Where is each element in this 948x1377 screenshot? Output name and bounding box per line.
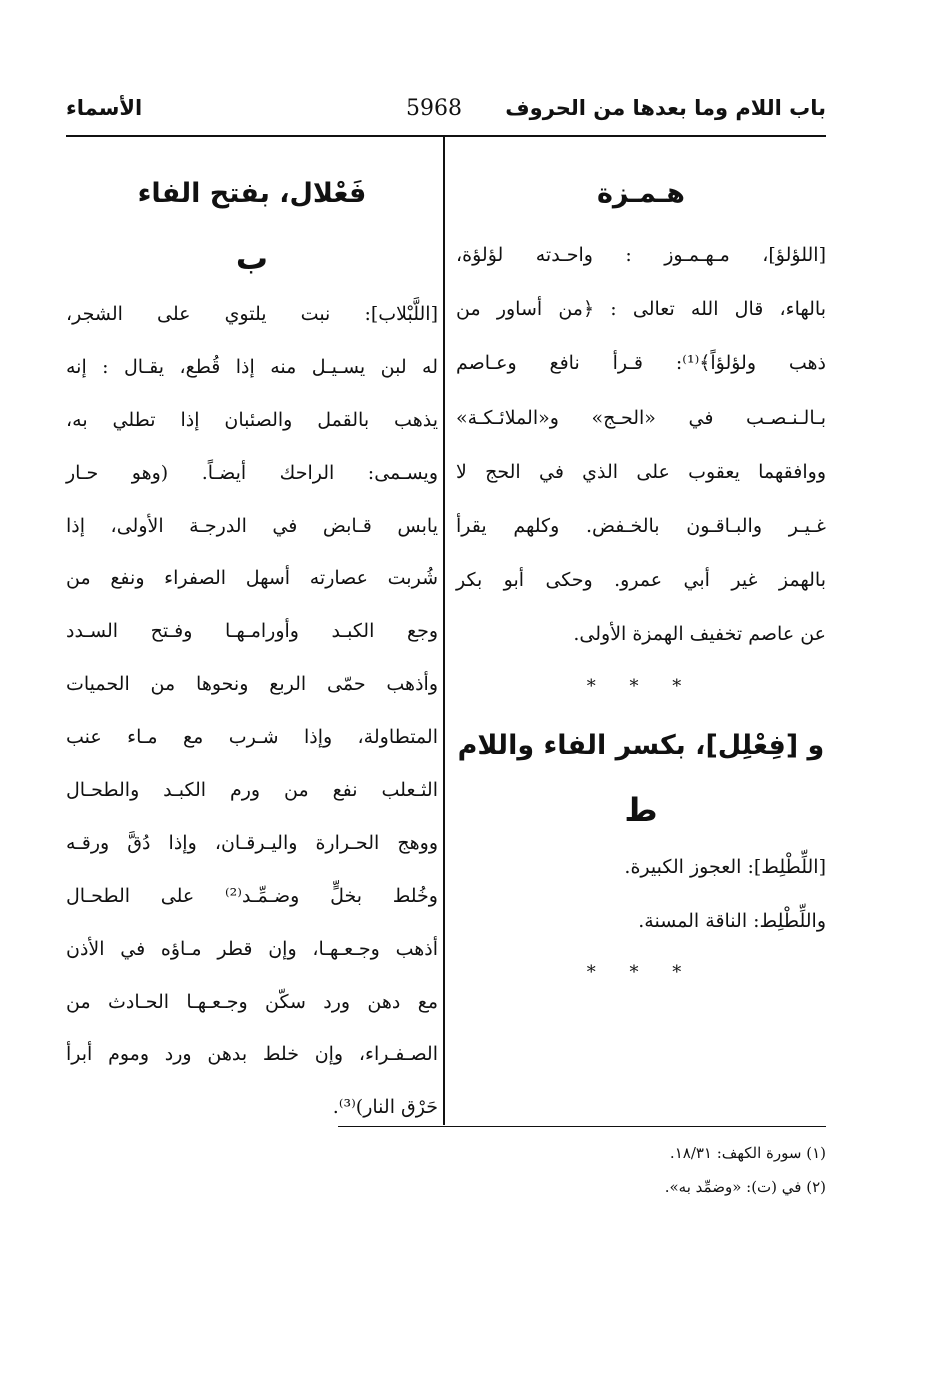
right-column [456, 160, 826, 998]
text-line: عن عاصم تخفيف الهمزة الأولى. [573, 623, 826, 646]
section-separator: * * * [586, 675, 696, 697]
text-line: [اللَّبْلاب]: نبت يلتوي على الشجر، [66, 303, 438, 325]
letter-heading-ta: ط [624, 790, 658, 829]
text-line: غـيـر والبـاقـون بالخـفض. وكلهم يقرأ [456, 514, 826, 537]
right-heading-hamza: هـمـزة [596, 178, 685, 209]
text-line: يابس قـابض في الدرجـة الأولى، إذا [66, 514, 438, 537]
text-line: ووافقهما يعقوب على الذي في الحج لا [456, 460, 826, 483]
header-rule [66, 135, 826, 137]
right-heading-filil: و [فِعْلِل]، بكسر الفاء واللام [457, 729, 825, 761]
left-column [66, 160, 438, 1134]
text-line: الصـفـراء، وإن خلط بدهن ورد وموم أبرأ [66, 1043, 438, 1066]
text-line: حَرْق النار)⁽³⁾. [332, 1096, 438, 1119]
text-line: الثـعلب نفع من ورم الكبـد والطحـال [66, 779, 438, 802]
text-line: ذهب ولؤلؤاً﴾⁽¹⁾: قـرأ نافع وعـاصم [456, 352, 827, 375]
text-line: يذهب بالقمل والصئبان إذا تطلي به، [66, 408, 438, 431]
text-line: بالهاء، قال الله تعالى : ﴿من أساور من [456, 298, 826, 321]
text-line: بـالـنـصـب في «الحـج» و«الملائـكـة» [456, 406, 826, 429]
page-header [66, 96, 826, 132]
page-number: 5968 [406, 96, 462, 121]
text-line: واللِّطْلِط: الناقة المسنة. [638, 909, 826, 932]
letter-heading-ba: ب [235, 239, 269, 277]
text-line: وأذهب حمّى الربع ونحوها من الحميات [66, 673, 438, 696]
left-entry-lablab [66, 288, 438, 1134]
left-heading-falal: فَعْلال، بفتح الفاء [137, 178, 367, 209]
text-line: [اللؤلؤ]، مـهـمـوز : واحـدته لؤلؤة، [456, 244, 826, 266]
text-line: وخُلط بخلٍّ وضـمِّـد⁽²⁾ على الطحـال [66, 884, 438, 907]
right-entry-litlit [456, 840, 826, 948]
chapter-title: باب اللام وما بعدها من الحروف [505, 96, 826, 120]
text-line: [اللِّطْلِط]: العجوز الكبيرة. [624, 855, 826, 878]
text-line: أذهب وجـعـهـا، وإن قطر مـاؤه في الأذن [66, 937, 438, 960]
section-separator: * * * [586, 961, 696, 983]
text-line: المتطاولة، وإذا شـرب مع مـاء عنب [66, 726, 438, 749]
right-entry-lulu [456, 228, 826, 662]
footnotes [406, 1136, 826, 1204]
column-divider [443, 137, 445, 1125]
text-line: له لبن يسـيـل منه إذا قُطع، يقـال : إنه [66, 355, 438, 378]
text-line: شُربت عصارته أسهل الصفراء ونفع من [66, 567, 438, 590]
section-title: الأسماء [66, 96, 143, 120]
footnote-1: (١) سورة الكهف: ١٨/٣١. [669, 1144, 826, 1162]
footnote-rule [338, 1126, 826, 1127]
text-line: مع دهن ورد سكّن وجـعـهـا الحـادث من [66, 990, 438, 1013]
text-line: بالهمز غير أبي عمرو. وحكى أبو بكر [456, 569, 826, 592]
text-line: وجع الكبـد وأورامـهـا وفـتح السـدد [66, 620, 438, 643]
text-line: ويسـمى: الراحك أيضـاً. (وهو حـار [66, 461, 438, 484]
footnote-2: (٢) في (ت): «وضمِّد به». [664, 1178, 826, 1196]
text-line: ووهج الحـرارة واليـرقـان، وإذا دُقَّ ورقـه [66, 831, 438, 854]
